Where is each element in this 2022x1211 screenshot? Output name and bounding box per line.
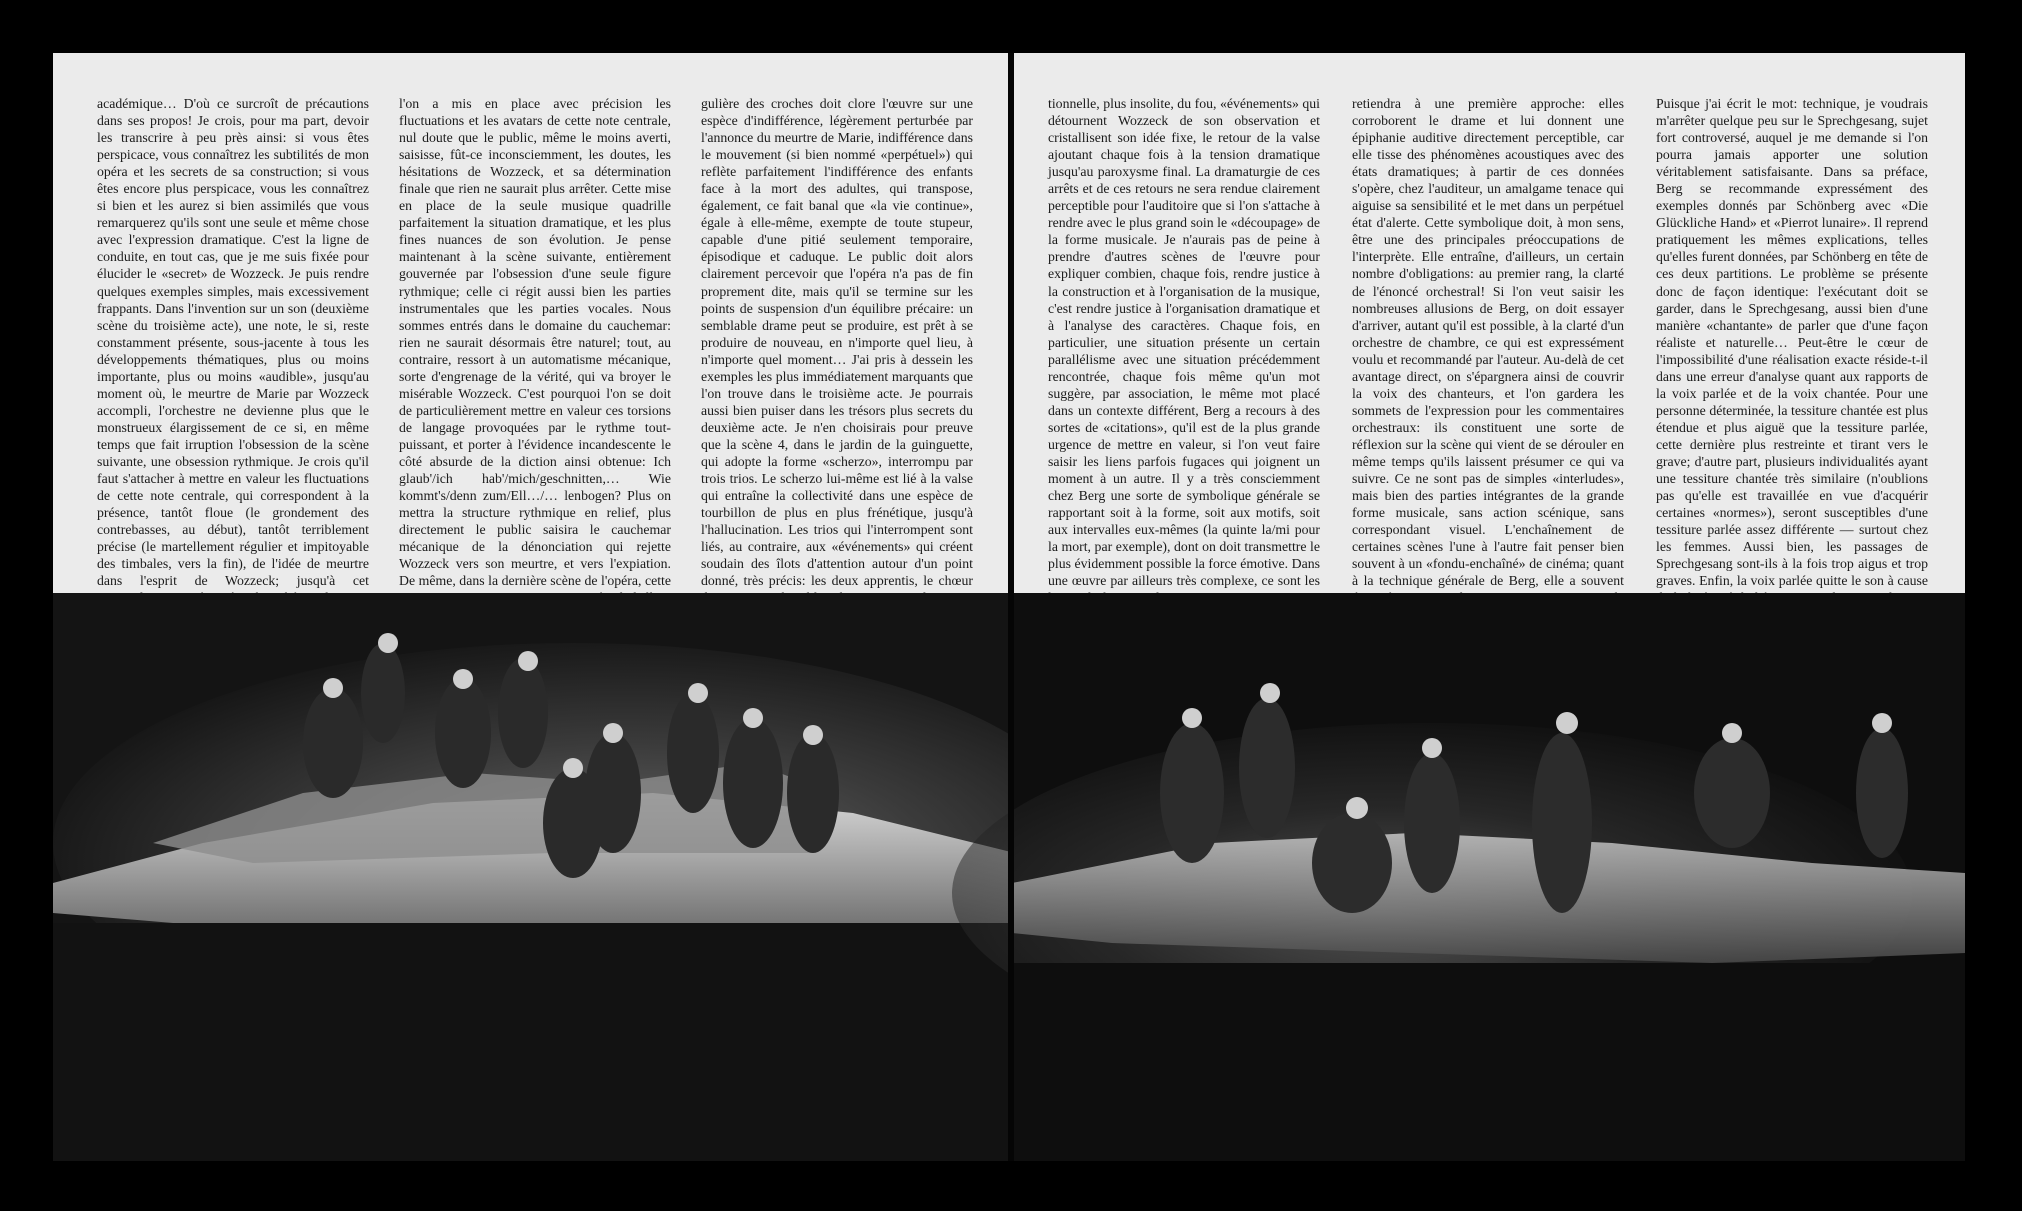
right-column-1: tionnelle, plus insolite, du fou, «événements» qui détournent Wozzeck de son observation et cristallisent son idée fixe, le retour de la valse ajoutant chaque fois à la tension dramatique jusqu'au paroxysme final. La dramaturgie de ces arrêts et de ces retours ne sera rendue clairement perceptible pour l'auditoire que si l'on s'attache à rendre avec le plus grand soin le «découpage» de la forme musicale. Je n'aurais pas de peine à prendre d'autres scènes de l'œuvre pour expliquer combien, chaque fois, rendre justice à la construction et à l'organisation de la musique, c'est rendre justice à l'organisation dramatique et à l'analyse des caractères. Chaque fois, en particulier, une situation présente un certain parallélisme avec une situation précédemment rencontrée, chaque fois même qu'un mot suggère, par association, le même mot placé dans un contexte différent, Berg a recours à des sortes de «citations», qu'il est de la plus grande urgence de mettre en valeur, si l'on veut faire saisir les liens parfois fugaces qui joignent un moment à un autre. Il y a très consciemment chez Berg une sorte de symbolique générale se rapportant soit à la forme, soit aux motifs, soit aux intervalles eux-mêmes (la quinte la/mi pour la mort, par exemple), dont on doit transmettre le plus évidemment possible la force émotive. Dans une œuvre par ailleurs très complexe, ce sont les	[1048, 96, 1320, 589]
right-column-2: retiendra à une première approche: elles corroborent le drame et lui donnent une épiphanie auditive directement perceptible, car elle tisse des phénomènes acoustiques avec des états dramatiques; à partir de ces données s'opère, chez l'auditeur, un amalgame tenace qui aiguise sa sensibilité et le met dans un perpétuel état d'alerte. Cette symbolique doit, à mon sens, être une des principales préoccupations de l'interprète. Elle entraîne, d'ailleurs, un certain nombre d'obligations: au premier rang, la clarté de l'énoncé orchestral! Si l'on veut saisir les nombreuses allusions de Berg, on doit essayer d'arriver, autant qu'il est possible, à la clarté d'un orchestre de chambre, ce qui est expressément voulu et recommandé par l'auteur. Au-delà de cet avantage direct, on s'épargnera ainsi de couvrir la voix des chanteurs, et l'on gardera les sommets de l'expression pour les commentaires orchestraux: ils constituent une sorte de réflexion sur la scène qui vient de se dérouler en même temps qu'ils laissent présumer ce qui va suivre. Ce ne sont pas de simples «interludes», mais bien des parties intégrantes de la grande forme musicale, sans action scénique, sans correspondant visuel. L'enchaînement de certaines scènes l'une à l'autre fait penser bien souvent à un «fondu-enchaîné» de cinéma; quant à la technique générale de Berg, elle a souvent	[1352, 96, 1624, 589]
left-column-3: gulière des croches doit clore l'œuvre sur une espèce d'indifférence, légèrement perturbée par l'annonce du meurtre de Marie, indifférence dans le mouvement (si bien nommé «perpétuel») qui reflète parfaitement l'indifférence des enfants face à la mort des adultes, qui transpose, également, ce fait banal que «la vie continue», égale à elle-même, exempte de toute stupeur, capable d'une pitié seulement temporaire, épisodique et caduque. Le public doit alors clairement percevoir que l'opéra n'a pas de fin proprement dite, mais qu'il se termine sur les points de suspension d'un équilibre précaire: un semblable drame peut se produire, est prêt à se produire de nouveau, en n'importe quel lieu, à n'importe quel moment… J'ai pris à dessein les exemples les plus immédiatement marquants que l'on trouve dans le troisième acte. Je pourrais aussi bien puiser dans les trésors plus secrets du deuxième acte. Je n'en choisirais pour preuve que la scène 4, dans le jardin de la guinguette, qui adopte la forme «scherzo», interrompu par trois trios. Le scherzo lui-même est lié à la valse qui entraîne la collectivité dans une espèce de tourbillon de plus en plus frénétique, jusqu'à l'hallucination. Les trios qui l'interrompent sont liés, au contraire, aux «événements» qui créent soudain des îlots d'attention autour d'un point donné, très précis: les deux apprentis, le chœur	[701, 96, 973, 589]
stage-photo-left	[53, 593, 1015, 1161]
book-spine	[1008, 53, 1014, 1161]
stage-photo-right	[1012, 593, 1965, 1161]
stage-photo-left-image	[53, 593, 1015, 1161]
right-column-3: Puisque j'ai écrit le mot: technique, je voudrais m'arrêter quelque peu sur le Sprechgesang, sujet fort controversé, auquel je me demande si l'on pourra jamais apporter une solution véritablement satisfaisante. Dans sa préface, Berg se recommande expressément des exemples donnés par Schönberg avec «Die Glückliche Hand» et «Pierrot lunaire». Il reprend pratiquement les mêmes explications, telles qu'elles furent données, par Schönberg en tête de ces deux partitions. Le problème se présente donc de façon identique: l'exécutant doit se garder, dans le Sprechgesang, aussi bien d'une manière «chantante» de parler que d'une façon réaliste et naturelle… Peut-être le cœur de l'impossibilité d'une réalisation exacte réside-t-il dans une erreur d'analyse quant aux rapports de la voix parlée et de la voix chantée. Pour une personne déterminée, la tessiture chantée est plus étendue et plus aiguë que la tessiture parlée, cette dernière plus restreinte et tirant vers le grave; d'autre part, plusieurs individualités ayant une tessiture chantée très similaire (n'oublions pas qu'elle est travaillée en vue d'acquérir certaines «normes»), seront susceptibles d'une tessiture parlée assez différente — surtout chez les femmes. Aussi bien, les passages de Sprechgesang sont-ils à la fois trop aigus et trop graves. Enfin, la voix parlée quitte le son à cause	[1656, 96, 1928, 589]
left-column-2: l'on a mis en place avec précision les fluctuations et les avatars de cette note centrale, nul doute que le public, même le moins averti, saisisse, fût-ce inconsciemment, les doutes, les hésitations de Wozzeck, et sa détermination finale que rien ne saurait plus arrêter. Cette mise en place de la seule musique quadrille parfaitement la situation dramatique, et les plus fines nuances de son évolution. Je pense maintenant à la scène suivante, entièrement gouvernée par l'obsession d'une seule figure rythmique; celle ci régit aussi bien les parties instrumentales que les parties vocales. Nous sommes entrés dans le domaine du cauchemar: rien ne saurait désormais être naturel; tout, au contraire, ressort à un automatisme mécanique, sorte d'engrenage de la vérité, qui va broyer le misérable Wozzeck. C'est pourquoi l'on se doit de particulièrement mettre en valeur ces torsions de langage provoquées par le rythme tout-puissant, et porter à l'évidence incandescente le côté absurde de la diction ainsi obtenue: Ich glaub'/ich hab'/mich/geschnitten,… Wie kommt's/denn zum/Ell…/… lenbogen? Plus on mettra la structure rythmique en relief, plus directement le public saisira le cauchemar mécanique de la dénonciation qui rejette Wozzeck vers son meurtre, et vers l'expiation. De même, dans la dernière scène de l'opéra, cette	[399, 96, 671, 589]
left-text-area	[53, 53, 1015, 593]
right-page	[1012, 53, 1965, 1161]
left-column-1: académique… D'où ce surcroît de précautions dans ses propos! Je crois, pour ma part, devoir les transcrire à peu près ainsi: si vous êtes perspicace, vous connaîtrez les subtilités de mon opéra et les secrets de sa construction; si vous êtes encore plus perspicace, vous les connaîtrez si bien et les aurez si bien assimilés que vous remarquerez qu'ils sont une seule et même chose avec l'expression dramatique. C'est la ligne de conduite, en tout cas, que je me suis fixée pour élucider le «secret» de Wozzeck. Je puis rendre quelques exemples simples, mais excessivement frappants. Dans l'invention sur un son (deuxième scène du troisième acte), une note, le si, reste constamment présente, sous-jacente à tous les développements thématiques, plus ou moins importante, plus ou moins «audible», jusqu'au moment où, le meurtre de Marie par Wozzeck accompli, l'orchestre ne devienne plus que le monstrueux élargissement de ce si, en même temps que fait irruption l'obsession de la scène suivante, une obsession rythmique. Je crois qu'il faut s'attacher à mettre en valeur les fluctuations de cette note centrale, qui correspondent à la présence, tantôt floue (le grondement des contrebasses, au début), tantôt terriblement précise (le martellement régulier et impitoyable des timbales, vers la fin), de l'idée de meurtre dans l'esprit de Wozzeck; jusqu'à cet	[97, 96, 369, 589]
stage-photo-right-image	[1012, 593, 1965, 1161]
left-page	[53, 53, 1015, 1161]
right-text-area	[1012, 53, 1965, 593]
